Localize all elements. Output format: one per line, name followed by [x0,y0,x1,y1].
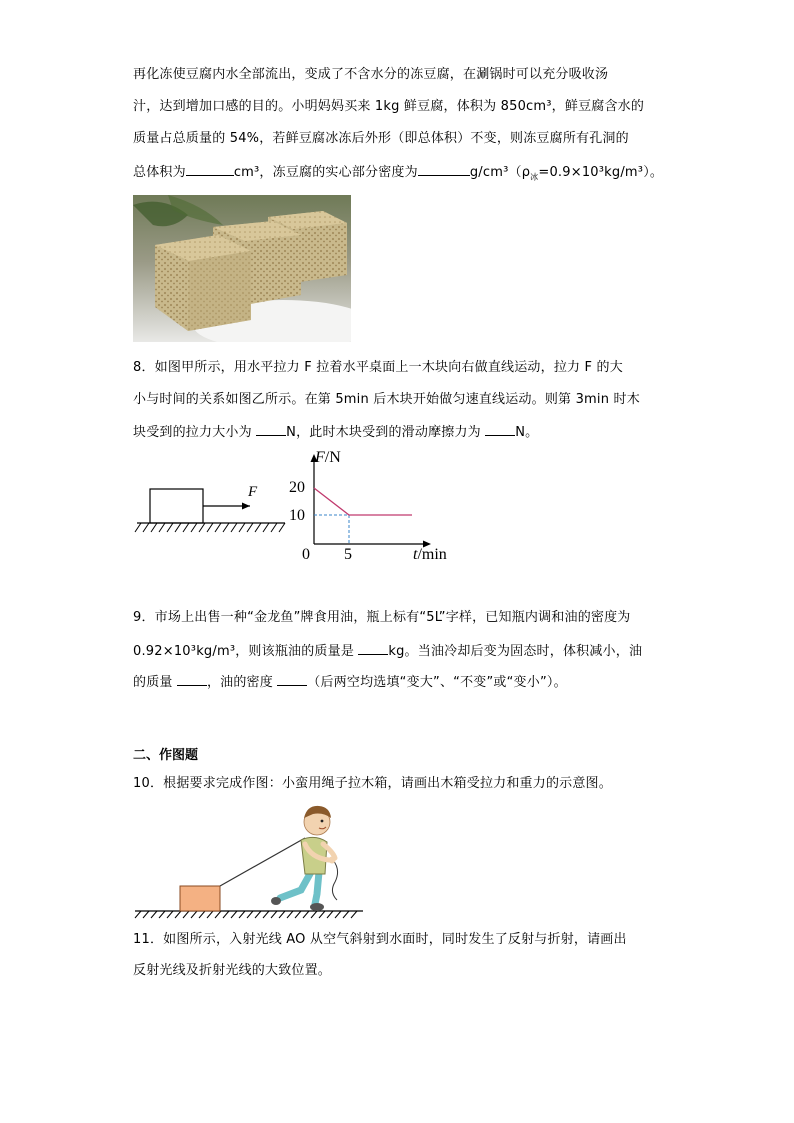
graph-tick-10: 10 [289,507,305,524]
q8-line-3 [133,423,538,441]
q8-line-1: 8．如图甲所示，用水平拉力 F 拉着水平桌面上一木块向右做直线运动，拉力 F 的大 [133,360,623,375]
q7-line-1: 再化冻使豆腐内水全部流出，变成了不含水分的冻豆腐，在涮锅时可以充分吸收汤 [133,67,609,82]
force-label: F [248,484,258,500]
q8-blank-1[interactable] [256,423,286,436]
graph-xlabel-unit: /min [417,546,447,563]
q7-line-3: 质量占总质量的 54%，若鲜豆腐冰冻后外形（即总体积）不变，则冻豆腐所有孔洞的 [133,131,629,146]
q8-text-b: N，此时木块受到的滑动摩擦力为 [286,425,486,440]
q9-line-3 [133,673,567,691]
q9-text-a2: 的质量 [133,675,177,690]
q7-text-b: cm³，冻豆腐的实心部分密度为 [233,165,418,180]
q10-line-1: 10．根据要求完成作图：小蛮用绳子拉木箱，请画出木箱受拉力和重力的示意图。 [133,776,612,791]
graph-ylabel [315,449,341,467]
section-title: 二、作图题 [133,748,199,763]
q9-blank-2[interactable] [177,673,207,686]
force-time-graph [285,448,465,568]
q9-text-a: 0.92×10³kg/m³，则该瓶油的质量是 [133,644,359,659]
graph-xlabel [413,546,447,564]
q7-text-c: g/cm³（ρ [469,165,531,180]
q8-text-a: 块受到的拉力大小为 [133,425,257,440]
q9-text-c2: （后两空均选填“变大”、“不变”或“变小”）。 [307,675,567,690]
q11-line-2: 反射光线及折射光线的大致位置。 [133,963,332,978]
q7-text-a: 总体积为 [133,165,186,180]
q8-text-c: N。 [515,425,539,440]
q7-line-4 [133,163,663,181]
q8-line-2: 小与时间的关系如图乙所示。在第 5min 后木块开始做匀速直线运动。则第 3min 时木 [133,392,640,407]
q9-text-b2: ，油的密度 [206,675,278,690]
q7-text-d: =0.9×10³kg/m³）。 [538,165,664,180]
q11-line-1: 11．如图所示，入射光线 AO 从空气斜射到水面时，同时发生了反射与折射，请画出 [133,932,627,947]
q8-blank-2[interactable] [485,423,515,436]
q9-blank-3[interactable] [277,673,307,686]
q7-line-2: 汁，达到增加口感的目的。小明妈妈买来 1kg 鲜豆腐，体积为 850cm³，鲜豆腐含水的 [133,99,645,114]
graph-xlabel-symbol: t [413,546,418,563]
q7-rho-subscript: 冰 [530,172,539,182]
q7-blank-1[interactable] [186,163,234,176]
graph-ylabel-symbol: F [315,449,325,466]
q9-blank-1[interactable] [358,642,388,655]
q7-blank-2[interactable] [418,163,470,176]
graph-tick-20: 20 [289,479,305,496]
graph-tick-5: 5 [344,546,352,563]
q9-line-2 [133,642,642,660]
q9-line-1: 9．市场上出售一种“金龙鱼”牌食用油，瓶上标有“5L”字样，已知瓶内调和油的密度为 [133,610,631,625]
figure-block-on-table [133,478,293,536]
graph-tick-0: 0 [302,546,310,563]
boy-pulling-box-figure [133,800,365,920]
graph-ylabel-unit: /N [324,449,341,466]
frozen-tofu-photo [133,195,351,342]
q9-text-b: kg。当油冷却后变为固态时，体积减小，油 [388,644,643,659]
